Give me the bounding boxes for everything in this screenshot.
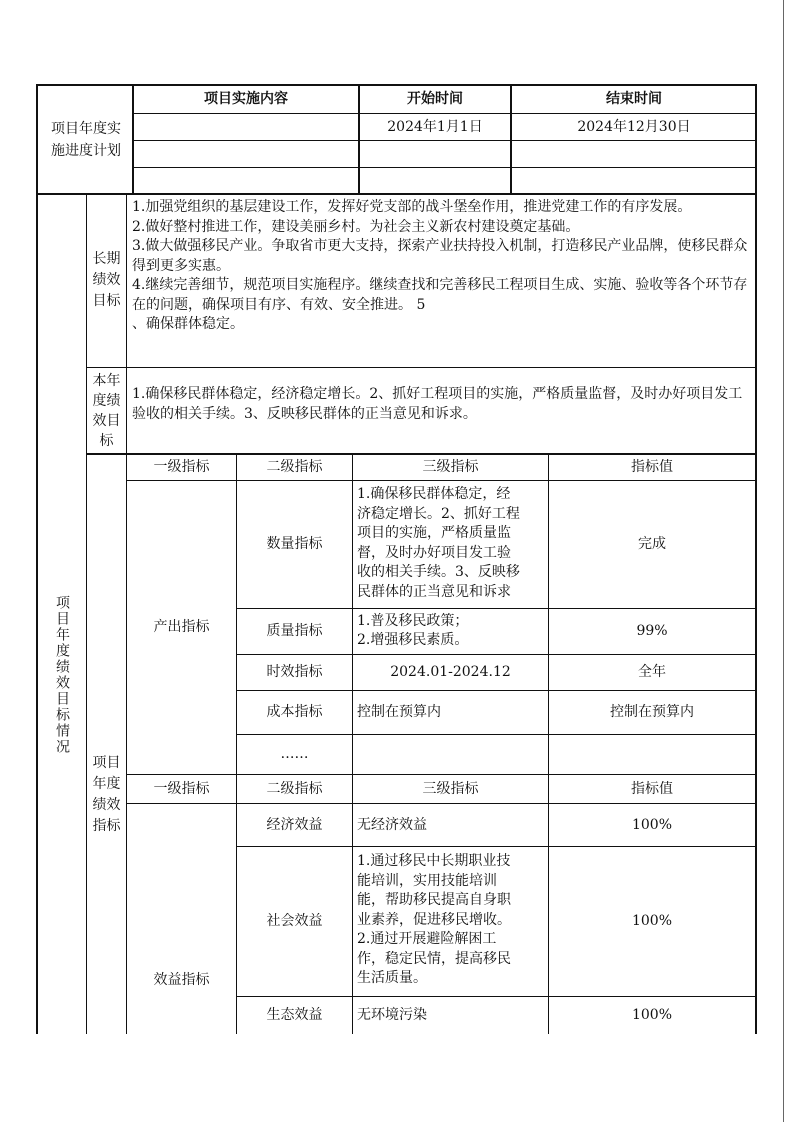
benefit-row-1-level3: 无经济效益 (357, 816, 427, 833)
output-level1: 产出指标 (153, 619, 210, 635)
output-row-2-level3: 1.普及移民政策； 2.增强移民素质。 (357, 613, 469, 648)
plan-row-2-start (360, 141, 510, 167)
plan-row-3-content (134, 168, 358, 193)
plan-row-3-end (512, 168, 756, 193)
benefit-row-1-level2: 经济效益 (266, 816, 323, 833)
plan-row-2-content (134, 141, 358, 167)
benefit-row-3-level2: 生态效益 (266, 1007, 323, 1023)
plan-row-1-content (134, 114, 358, 140)
long-term-label-text: 长期绩效目标 (92, 250, 121, 309)
ind-header2-value: 指标值 (631, 780, 673, 797)
output-row-4-level3: 控制在预算内 (357, 704, 441, 720)
output-row-3-level3: 2024.01-2024.12 (390, 664, 511, 680)
output-row-5-level2: …… (280, 746, 309, 762)
output-row-2-value: 99% (636, 623, 668, 639)
output-row-5-level3 (353, 735, 548, 774)
indicators-label-text: 项目年度绩效指标 (92, 755, 121, 834)
output-row-3-level2: 时效指标 (266, 664, 323, 680)
ind-header2-level1: 一级指标 (153, 780, 210, 797)
long-term-text: 1.加强党组织的基层建设工作，发挥好党支部的战斗堡垒作用，推进党建工作的有序发展。 2.做好整村推进工作，建设美丽乡村。为社会主义新农村建设奠定基础。 3.做大做强移民产业。争取省市更大支持，探索产业扶持投入机制，打造移民产业品牌，使移民群众得到更多实惠。 4.继续完善细节，规范项目实施程序。继续查找和完善移民工程项目生成、实施、验收等各个环节存在的问题，确保项目有序、有效、安全推进。 5 、确保群体稳定。 (132, 199, 748, 332)
ind-header2-level3: 三级指标 (422, 780, 479, 797)
section-label-text: 项目年度绩效目标情况 (54, 595, 70, 755)
benefit-row-2-level2: 社会效益 (266, 913, 323, 929)
output-row-1-level3: 1.确保移民群体稳定，经 济稳定增长。2、抓好工程 项目的实施，严格质量监 督，及时办好项目发工验 收的相关手续。3、反映移 民群体的正当意见和诉求 (357, 486, 520, 600)
ind-header2-level2: 二级指标 (266, 780, 323, 797)
output-row-1-value: 完成 (638, 536, 666, 552)
plan-header-content: 项目实施内容 (204, 91, 288, 107)
annual-label (87, 370, 126, 452)
plan-row-2-end (512, 141, 756, 167)
benefit-level1: 效益指标 (153, 971, 210, 988)
plan-label-text: 项目年度实施进度计划 (51, 120, 121, 159)
indicators-label (87, 740, 126, 850)
plan-row-1-end: 2024年12月30日 (577, 118, 691, 135)
benefit-row-3-value: 100% (631, 1007, 673, 1023)
annual-text: 1.确保移民群体稳定，经济稳定增长。2、抓好工程项目的实施，严格质量监督，及时办好项目发工验收的相关手续。3、反映移民群体的正当意见和诉求。 (132, 386, 743, 422)
benefit-row-3-level3: 无环境污染 (357, 1007, 427, 1023)
plan-row-1-start: 2024年1月1日 (387, 118, 483, 135)
plan-header-end: 结束时间 (606, 91, 662, 107)
section-label (38, 560, 86, 790)
ind-header-level2: 二级指标 (266, 459, 323, 475)
ind-header-level1: 一级指标 (153, 459, 210, 475)
ind-header-value: 指标值 (631, 459, 673, 475)
output-row-1-level2: 数量指标 (266, 536, 323, 552)
ind-header-level3: 三级指标 (422, 459, 479, 475)
benefit-row-2-level3: 1.通过移民中长期职业技 能培训，实用技能培训 能，帮助移民提高自身职 业素养，促进移民增收。 2.通过开展避险解困工 作，稳定民情，提高移民 生活质量。 (357, 853, 511, 986)
plan-row-3-start (360, 168, 510, 193)
plan-header-start: 开始时间 (407, 91, 463, 107)
benefit-row-2-value: 100% (631, 913, 673, 929)
output-row-4-value: 控制在预算内 (610, 704, 694, 720)
long-term-label (87, 240, 126, 320)
output-row-4-level2: 成本指标 (266, 704, 323, 720)
annual-label-text: 本年度绩效目标 (92, 373, 121, 449)
output-row-5-value (549, 735, 755, 774)
output-row-3-value: 全年 (638, 664, 666, 680)
plan-label (40, 86, 132, 193)
output-row-2-level2: 质量指标 (266, 623, 323, 639)
benefit-row-1-value: 100% (631, 816, 673, 833)
